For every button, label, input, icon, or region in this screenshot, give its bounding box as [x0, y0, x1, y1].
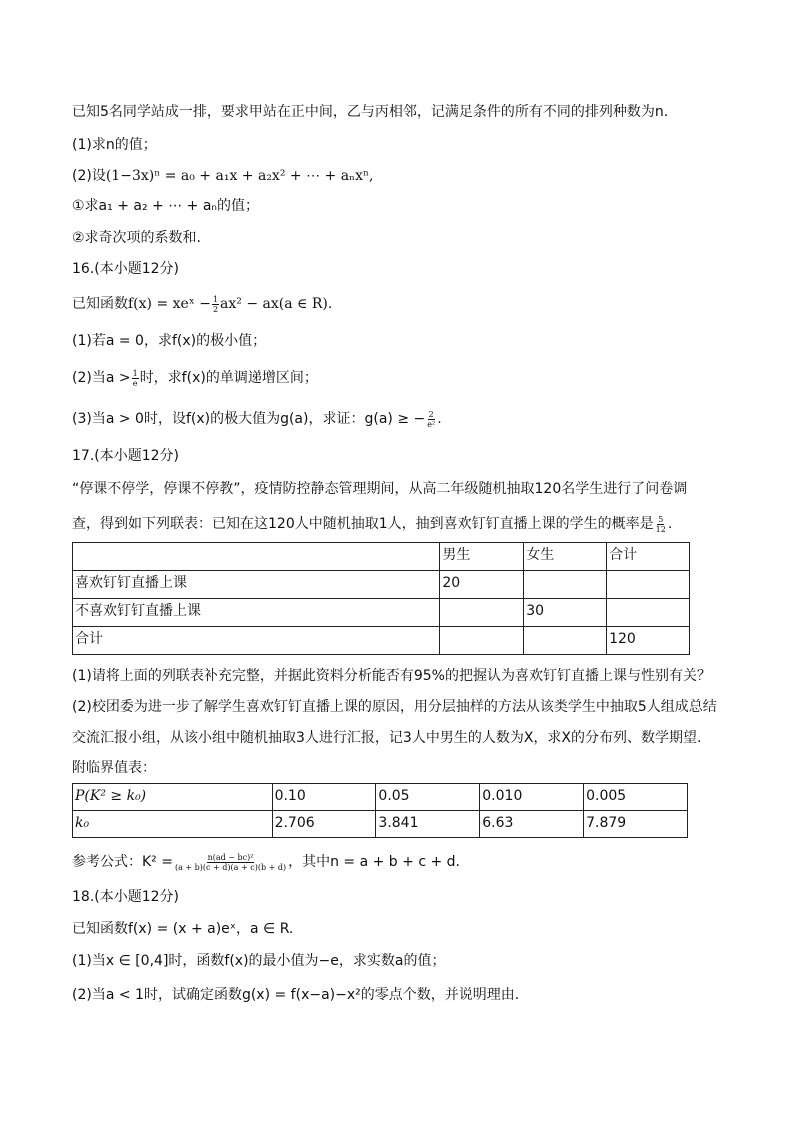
table-cell	[607, 571, 690, 599]
table-header-row	[73, 543, 690, 571]
table-cell	[607, 599, 690, 627]
table-cell	[524, 627, 607, 655]
table-cell	[524, 571, 607, 599]
q18-header: 18.(本小题12分)	[72, 889, 180, 905]
q17-stem2-post: .	[667, 516, 673, 532]
table-cell: 不喜欢钉钉直播上课	[73, 599, 440, 627]
table-cell: 喜欢钉钉直播上课	[73, 571, 440, 599]
q15-sub2: ②求奇次项的系数和.	[72, 230, 202, 246]
q16-p2-num: 1	[132, 368, 138, 378]
q16-p2-pre: (2)当a >	[72, 370, 131, 386]
table-cell: 20	[440, 571, 524, 599]
table-cell: 0.010	[480, 784, 584, 811]
q16-frac-num: 1	[212, 294, 219, 304]
q16-p2-post: 时，求f(x)的单调递增区间；	[139, 370, 318, 386]
q16-part1: (1)若a = 0，求f(x)的极小值；	[72, 333, 267, 349]
q16-p3-fraction	[426, 410, 436, 429]
q17-part2-line1: (2)校团委为进一步了解学生喜欢钉钉直播上课的原因，用分层抽样的方法从该类学生中抽取5人组成总结	[72, 699, 717, 715]
q17-stem-line2	[72, 514, 672, 534]
q16-stem-rest: ax² − ax(a ∈ R).	[220, 296, 333, 312]
q18-part1: (1)当x ∈ [0,4]时，函数f(x)的最小值为−e，求实数a的值；	[72, 953, 446, 969]
q17-part1: (1)请将上面的列联表补充完整，并据此资料分析能否有95%的把握认为喜欢钉钉直播上课与性别有关？	[72, 668, 711, 684]
q16-stem-prefix: 已知函数	[72, 296, 128, 312]
table-cell	[440, 599, 524, 627]
q16-p3-pre: (3)当a > 0时，设f(x)的极大值为g(a)，求证：g(a) ≥ −	[72, 411, 426, 427]
q17-stem-line1: “停课不停学，停课不停教”，疫情防控静态管理期间，从高二年级随机抽取120名学生进行了问卷调	[72, 481, 688, 497]
table-row	[73, 627, 690, 655]
q16-header: 16.(本小题12分)	[72, 261, 180, 277]
q16-part3	[72, 409, 442, 429]
table-cell: 3.841	[376, 811, 480, 838]
q18-stem: 已知函数f(x) = (x + a)eˣ，a ∈ R.	[72, 921, 294, 937]
formula-pre: 参考公式：K² =	[72, 854, 173, 870]
q15-stem: 已知5名同学站成一排，要求甲站在正中间，乙与丙相邻，记满足条件的所有不同的排列种数为n.	[72, 104, 669, 120]
table-cell: P(K² ≥ k₀)	[73, 784, 273, 811]
table-row	[73, 811, 688, 838]
table-cell	[73, 543, 440, 571]
q17-prob-num: 5	[658, 514, 664, 524]
q16-half-fraction	[212, 295, 219, 314]
reference-formula	[72, 852, 460, 872]
table-row	[73, 571, 690, 599]
formula-num: n(ad − bc)²	[207, 852, 254, 862]
q15-part2-prefix: (2)设	[72, 168, 106, 184]
q16-p3-num: 2	[428, 409, 434, 419]
table-cell: 合计	[607, 543, 690, 571]
q15-sub1: ①求a₁ + a₂ + ⋯ + aₙ的值；	[72, 198, 259, 214]
q15-part2-expr: (1−3x)ⁿ = a₀ + a₁x + a₂x² + ⋯ + aₙxⁿ,	[105, 168, 374, 184]
q15-part2	[72, 166, 374, 186]
table-cell: 0.005	[584, 784, 688, 811]
q15-part1: (1)求n的值；	[72, 137, 157, 153]
table-cell: 0.10	[272, 784, 376, 811]
table-cell	[440, 627, 524, 655]
q17-prob-fraction	[655, 515, 667, 534]
table-row	[73, 599, 690, 627]
q16-stem	[72, 294, 332, 314]
table-row	[73, 784, 688, 811]
q16-stem-func: f(x) = xeˣ −	[128, 296, 211, 312]
table-cell: 男生	[440, 543, 524, 571]
table-cell: 合计	[73, 627, 440, 655]
contingency-table	[72, 542, 690, 655]
table-cell: 0.05	[376, 784, 480, 811]
q16-p2-fraction	[132, 369, 139, 388]
q16-p3-post: .	[437, 411, 442, 427]
formula-den: (a + b)(c + d)(a + c)(b + d)	[174, 862, 287, 872]
table-cell: 30	[524, 599, 607, 627]
table-cell: 6.63	[480, 811, 584, 838]
q16-p3-den: e²	[427, 419, 436, 429]
table-cell: 7.879	[584, 811, 688, 838]
formula-fraction	[174, 853, 287, 872]
table-cell: k₀	[73, 811, 273, 838]
q17-prob-den: 12	[655, 524, 666, 534]
table-cell: 女生	[524, 543, 607, 571]
critical-table-label: 附临界值表：	[72, 760, 156, 776]
q17-header: 17.(本小题12分)	[72, 448, 180, 464]
table-cell: 120	[607, 627, 690, 655]
critical-value-table	[72, 783, 688, 838]
q16-frac-den: 2	[212, 304, 219, 314]
q16-p2-den: e	[132, 378, 138, 388]
q16-part2	[72, 368, 318, 388]
q18-part2: (2)当a < 1时，试确定函数g(x) = f(x−a)−x²的零点个数，并说明理由.	[72, 987, 520, 1003]
table-cell: 2.706	[272, 811, 376, 838]
q17-stem2-pre: 查，得到如下列联表：已知在这120人中随机抽取1人，抽到喜欢钉钉直播上课的学生的概率是	[72, 516, 654, 532]
formula-post: ，其中n = a + b + c + d.	[288, 854, 460, 870]
q17-part2-line2: 交流汇报小组，从该小组中随机抽取3人进行汇报，记3人中男生的人数为X，求X的分布列、数学期望.	[72, 730, 702, 746]
